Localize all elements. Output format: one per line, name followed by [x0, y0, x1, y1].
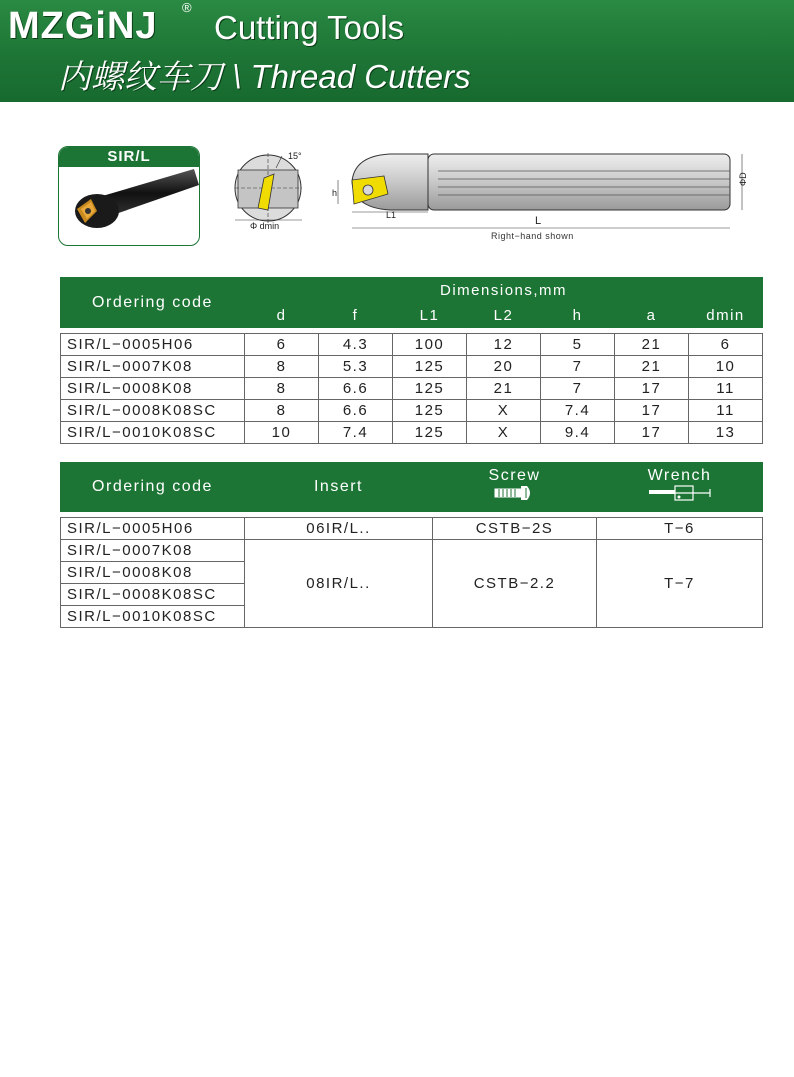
dimension-cell-l2: X	[467, 400, 541, 422]
col-header-dmin: dmin	[689, 303, 763, 328]
ordering-code-header: Ordering code	[61, 278, 245, 328]
parts-code-cell: SIR/L−0010K08SC	[61, 606, 245, 628]
wrench-header: Wrench	[647, 467, 712, 484]
dimension-cell-a: 17	[615, 422, 689, 444]
l-label: L	[535, 215, 542, 227]
dimension-cell-h: 7.4	[541, 400, 615, 422]
dimension-cell-l2: 20	[467, 356, 541, 378]
dimension-cell-l1: 125	[393, 356, 467, 378]
parts-code-cell: SIR/L−0008K08SC	[61, 584, 245, 606]
screw-header-cell	[433, 463, 597, 512]
col-header-l2: L2	[467, 303, 541, 328]
screw-cell: CSTB−2.2	[433, 540, 597, 628]
dimension-cell-d: 8	[245, 400, 319, 422]
dimension-cell-dmin: 11	[689, 378, 763, 400]
table-row	[61, 422, 763, 444]
dimension-cell-f: 6.6	[319, 378, 393, 400]
dimensions-header: Dimensions,mm	[245, 278, 763, 303]
h-label: h	[332, 188, 338, 198]
screw-icon	[493, 485, 537, 501]
col-header-l1: L1	[393, 303, 467, 328]
col-header-h: h	[541, 303, 615, 328]
dimension-cell-dmin: 11	[689, 400, 763, 422]
dimension-cell-l1: 125	[393, 378, 467, 400]
parts-ordering-code-header: Ordering code	[61, 463, 245, 512]
parts-code-cell: SIR/L−0005H06	[61, 518, 245, 540]
product-badge-label: SIR/L	[59, 147, 199, 167]
dimension-cell-dmin: 6	[689, 334, 763, 356]
dimension-cell-dmin: 13	[689, 422, 763, 444]
diameter-label: ΦD	[738, 172, 748, 186]
ordering-code-cell: SIR/L−0005H06	[61, 334, 245, 356]
dimension-cell-h: 7	[541, 356, 615, 378]
tool-photo	[59, 167, 199, 245]
dimension-cell-dmin: 10	[689, 356, 763, 378]
dimension-cell-l1: 125	[393, 422, 467, 444]
dimension-cell-d: 6	[245, 334, 319, 356]
dimension-cell-f: 4.3	[319, 334, 393, 356]
screw-cell: CSTB−2S	[433, 518, 597, 540]
l1-label: L1	[386, 210, 397, 220]
parts-table	[60, 462, 763, 628]
wrench-cell: T−6	[597, 518, 763, 540]
wrench-header-cell	[597, 463, 763, 512]
dimension-cell-h: 9.4	[541, 422, 615, 444]
header-banner	[0, 0, 794, 102]
insert-cell: 08IR/L..	[245, 540, 433, 628]
insert-cell: 06IR/L..	[245, 518, 433, 540]
table-row	[61, 356, 763, 378]
col-header-a: a	[615, 303, 689, 328]
dimension-cell-d: 8	[245, 356, 319, 378]
ordering-code-cell: SIR/L−0010K08SC	[61, 422, 245, 444]
end-view-drawing	[230, 148, 310, 238]
dimension-cell-a: 21	[615, 356, 689, 378]
col-header-f: f	[319, 303, 393, 328]
insert-header: Insert	[245, 463, 433, 512]
parts-code-cell: SIR/L−0008K08	[61, 562, 245, 584]
right-hand-note: Right−hand shown	[491, 231, 574, 241]
dimension-cell-h: 7	[541, 378, 615, 400]
dimension-cell-l1: 100	[393, 334, 467, 356]
dimension-cell-l2: 12	[467, 334, 541, 356]
ordering-code-cell: SIR/L−0007K08	[61, 356, 245, 378]
dimensions-table	[60, 277, 763, 444]
dimension-cell-a: 17	[615, 378, 689, 400]
dimension-cell-l2: 21	[467, 378, 541, 400]
header-subtitle: 内螺纹车刀 \ Thread Cutters	[58, 58, 471, 95]
dimension-cell-f: 7.4	[319, 422, 393, 444]
dimension-cell-a: 17	[615, 400, 689, 422]
table-row	[61, 378, 763, 400]
table-row	[61, 334, 763, 356]
wrench-icon	[648, 485, 712, 501]
dimension-cell-l2: X	[467, 422, 541, 444]
dimension-cell-h: 5	[541, 334, 615, 356]
col-header-d: d	[245, 303, 319, 328]
brand-logo: MZGiNJ	[8, 5, 158, 47]
wrench-cell: T−7	[597, 540, 763, 628]
side-view-drawing	[330, 146, 760, 236]
registered-mark: ®	[182, 0, 192, 15]
angle-label: 15°	[288, 151, 302, 161]
ordering-code-cell: SIR/L−0008K08SC	[61, 400, 245, 422]
header-title: Cutting Tools	[214, 9, 405, 46]
dimension-cell-f: 5.3	[319, 356, 393, 378]
ordering-code-cell: SIR/L−0008K08	[61, 378, 245, 400]
parts-code-cell: SIR/L−0007K08	[61, 540, 245, 562]
dimension-cell-d: 8	[245, 378, 319, 400]
dmin-label: Φ dmin	[250, 221, 280, 231]
screw-header: Screw	[488, 467, 541, 484]
product-badge	[58, 146, 200, 246]
dimension-cell-l1: 125	[393, 400, 467, 422]
dimension-cell-f: 6.6	[319, 400, 393, 422]
dimension-cell-d: 10	[245, 422, 319, 444]
table-row	[61, 400, 763, 422]
dimension-cell-a: 21	[615, 334, 689, 356]
